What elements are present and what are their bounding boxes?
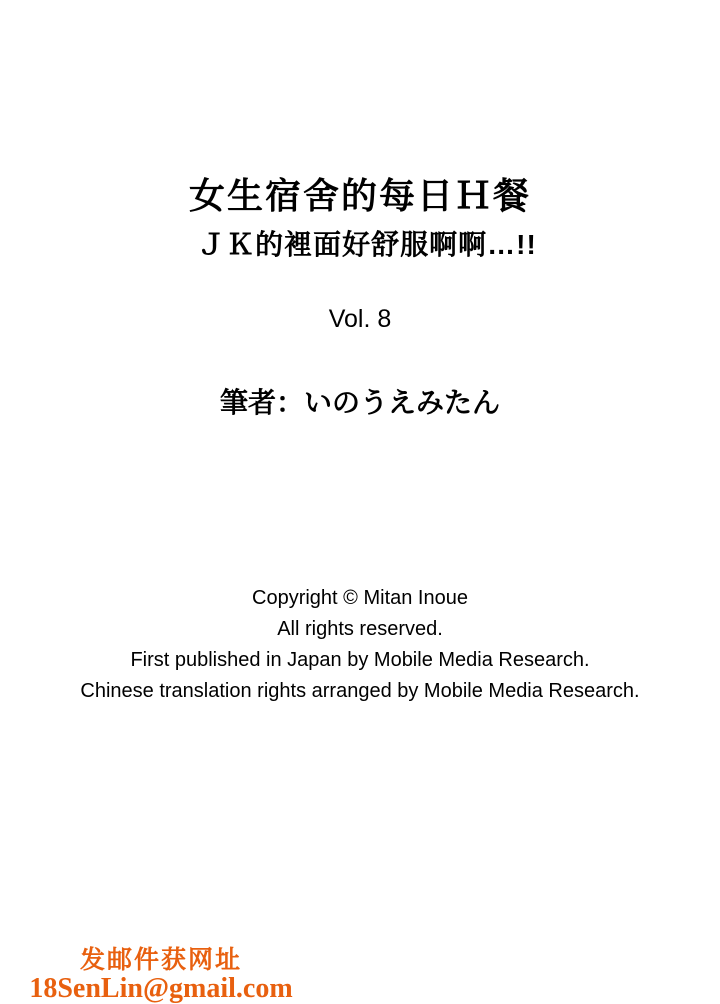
copyright-block — [0, 583, 720, 707]
volume-number: Vol. 8 — [328, 305, 392, 333]
copyright-line-holder: Copyright © Mitan Inoue — [252, 587, 468, 609]
contact-email: 18SenLin@gmail.com — [29, 972, 293, 1004]
contact-label: 发邮件获网址 — [79, 946, 242, 975]
author-line: 筆者：いのうえみたん — [219, 387, 500, 418]
book-subtitle: ＪＫ的裡面好舒服啊啊…!! — [197, 229, 537, 260]
copyright-line-publisher: First published in Japan by Mobile Media Research. — [130, 649, 590, 671]
book-title: 女生宿舍的每日Ｈ餐 — [188, 175, 531, 216]
copyright-line-rights: All rights reserved. — [277, 618, 443, 640]
contact-block — [8, 947, 314, 1003]
copyright-line-translation: Chinese translation rights arranged by Mobile Media Research. — [80, 680, 640, 702]
